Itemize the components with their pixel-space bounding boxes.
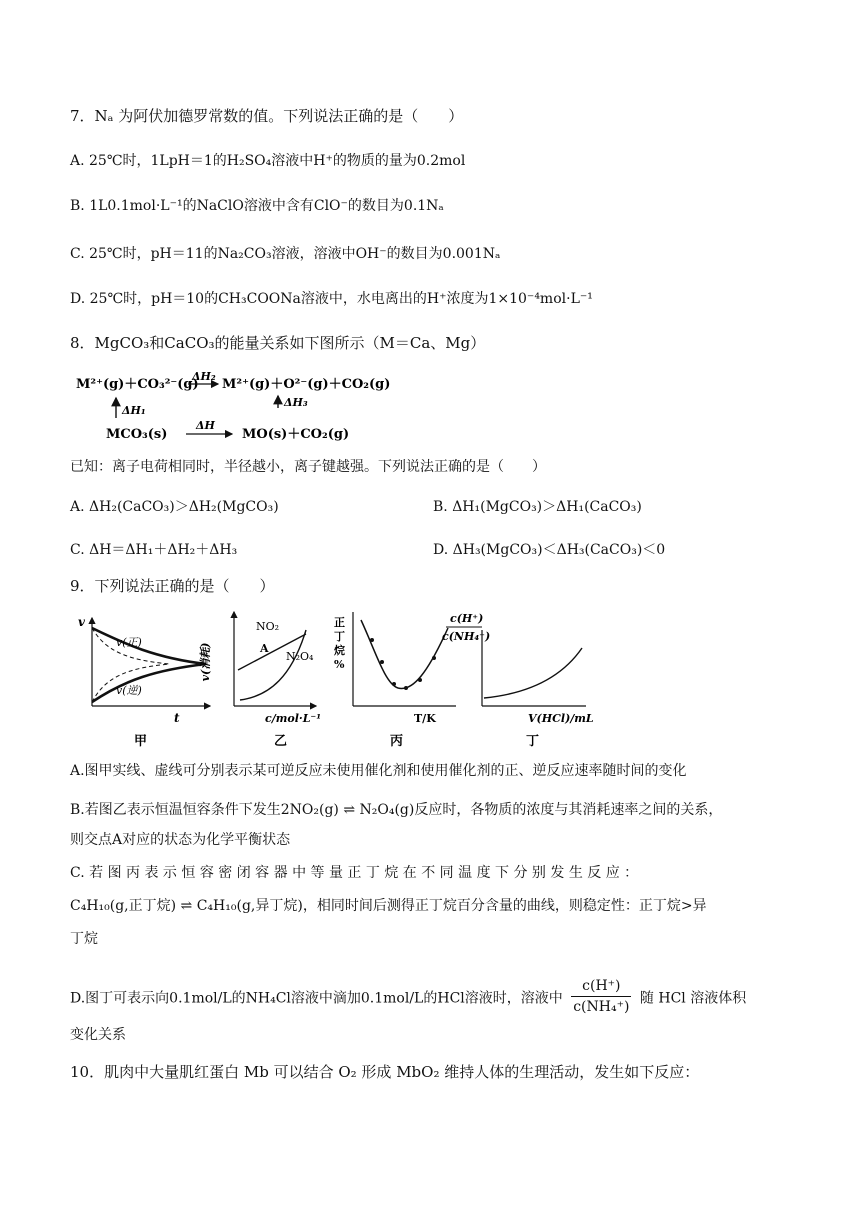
q7-option-d: D. 25℃时，pH＝10的CH₃COONa溶液中，水电离出的H⁺浓度为1×10⁻⁴mol·L⁻¹ (70, 291, 593, 307)
q8-energy-diagram (70, 372, 400, 446)
q8-stem: 8．MgCO₃和CaCO₃的能量关系如下图所示（M＝Ca、Mg） (70, 334, 486, 352)
diagram-label-dh1: ΔH₁ (122, 404, 146, 417)
diagram-label-dh: ΔH (196, 419, 215, 432)
q9-option-d-fraction (571, 976, 631, 1017)
q8-option-a: A. ΔH₂(CaCO₃)＞ΔH₂(MgCO₃) (70, 499, 279, 515)
bing-caption: 丙 (390, 734, 404, 748)
yi-no2-curve (240, 630, 306, 700)
jia-reverse-solid-curve (92, 664, 206, 702)
q9-option-b-line1: B.若图乙表示恒温恒容条件下发生2NO₂(g) ⇌ N₂O₄(g)反应时，各物质的浓度与其消耗速率之间的关系， (70, 802, 723, 818)
q9-option-b-line2: 则交点A对应的状态为化学平衡状态 (70, 832, 291, 848)
diagram-bottom-left: MCO₃(s) (106, 427, 168, 442)
bing-ylabel-3: 烷 (334, 644, 345, 657)
q9-stem: 9．下列说法正确的是（ ） (70, 577, 275, 595)
bing-point (370, 638, 374, 642)
bing-point (392, 682, 396, 686)
ding-caption: 丁 (526, 734, 540, 748)
ding-xlabel: V(HCl)/mL (528, 712, 594, 725)
diagram-top-right: M²⁺(g)＋O²⁻(g)＋CO₂(g) (222, 377, 391, 392)
bing-xlabel: T/K (414, 712, 436, 725)
bing-point (404, 686, 408, 690)
bing-ylabel-1: 正 (334, 616, 345, 629)
q8-option-d: D. ΔH₃(MgCO₃)＜ΔH₃(CaCO₃)＜0 (433, 542, 666, 558)
jia-ylabel: v (78, 615, 85, 629)
q9-option-c-line1: C. 若 图 丙 表 示 恒 容 密 闭 容 器 中 等 量 正 丁 烷 在 不 同 温 度 下 分 别 发 生 反 应 ： (70, 865, 639, 881)
q8-option-b: B. ΔH₁(MgCO₃)＞ΔH₁(CaCO₃) (433, 499, 642, 515)
fraction-numerator: c(H⁺) (571, 976, 631, 997)
jia-xlabel: t (174, 711, 180, 725)
q8-known: 已知：离子电荷相同时，半径越小，离子键越强。下列说法正确的是（ ） (70, 459, 546, 475)
jia-reverse-label: v(逆) (116, 684, 142, 697)
q8-option-c: C. ΔH＝ΔH₁＋ΔH₂＋ΔH₃ (70, 542, 238, 558)
diagram-label-dh3: ΔH₃ (284, 396, 308, 409)
diagram-label-dh2: ΔH₂ (192, 372, 216, 383)
ding-ylabel-numerator: c(H⁺) (450, 612, 484, 625)
q9-option-d-text-a: D.图丁可表示向0.1mol/L的NH₄Cl溶液中滴加0.1mol/L的HCl溶液时，溶液中 (70, 990, 563, 1007)
fraction-denominator: c(NH₄⁺) (573, 999, 630, 1015)
figure-ding (442, 612, 594, 748)
q9-figures (70, 600, 810, 748)
q9-option-d-text-b: 随 HCl 溶液体积 (639, 990, 747, 1007)
jia-forward-label: v(正) (116, 636, 142, 649)
ding-ylabel-denominator: c(NH₄⁺) (442, 630, 491, 643)
q7-option-a: A. 25℃时，1LpH＝1的H₂SO₄溶液中H⁺的物质的量为0.2mol (70, 153, 466, 169)
bing-point (380, 660, 384, 664)
jia-forward-solid-curve (92, 628, 206, 664)
bing-point (418, 678, 422, 682)
ding-curve (484, 648, 582, 698)
yi-n2o4-label: N₂O₄ (286, 650, 314, 663)
q9-option-d-line2: 变化关系 (70, 1027, 126, 1043)
bing-curve (361, 620, 448, 689)
yi-caption: 乙 (274, 734, 288, 748)
bing-point (432, 656, 436, 660)
q9-option-a: A.图甲实线、虚线可分别表示某可逆反应未使用催化剂和使用催化剂的正、逆反应速率随时间的变化 (70, 763, 687, 779)
q10-stem: 10．肌肉中大量肌红蛋白 Mb 可以结合 O₂ 形成 MbO₂ 维持人体的生理活动，发生如下反应： (70, 1063, 700, 1081)
diagram-top-left: M²⁺(g)＋CO₃²⁻(g) (76, 377, 199, 392)
figure-bing (333, 612, 456, 748)
yi-xlabel: c/mol·L⁻¹ (265, 712, 322, 725)
jia-caption: 甲 (134, 734, 148, 748)
q7-option-c: C. 25℃时，pH＝11的Na₂CO₃溶液，溶液中OH⁻的数目为0.001Nₐ (70, 246, 501, 262)
bing-ylabel-4: % (334, 658, 345, 671)
figure-jia (78, 615, 210, 748)
q9-option-c-line2: C₄H₁₀(g,正丁烷) ⇌ C₄H₁₀(g,异丁烷)，相同时间后测得正丁烷百分含量的曲线，则稳定性：正丁烷>异 (70, 898, 707, 914)
yi-ylabel: v(消耗) (199, 642, 212, 682)
q7-option-b: B. 1L0.1mol·L⁻¹的NaClO溶液中含有ClO⁻的数目为0.1Nₐ (70, 198, 444, 214)
yi-no2-label: NO₂ (256, 620, 280, 633)
bing-ylabel-2: 丁 (334, 630, 345, 643)
diagram-bottom-right: MO(s)＋CO₂(g) (242, 427, 350, 442)
q7-stem: 7．Nₐ 为阿伏加德罗常数的值。下列说法正确的是（ ） (70, 107, 464, 125)
q9-option-d-line1 (70, 978, 746, 1019)
q9-option-c-line3: 丁烷 (70, 931, 98, 947)
yi-point-a: A (260, 642, 269, 655)
figure-yi (199, 612, 321, 748)
